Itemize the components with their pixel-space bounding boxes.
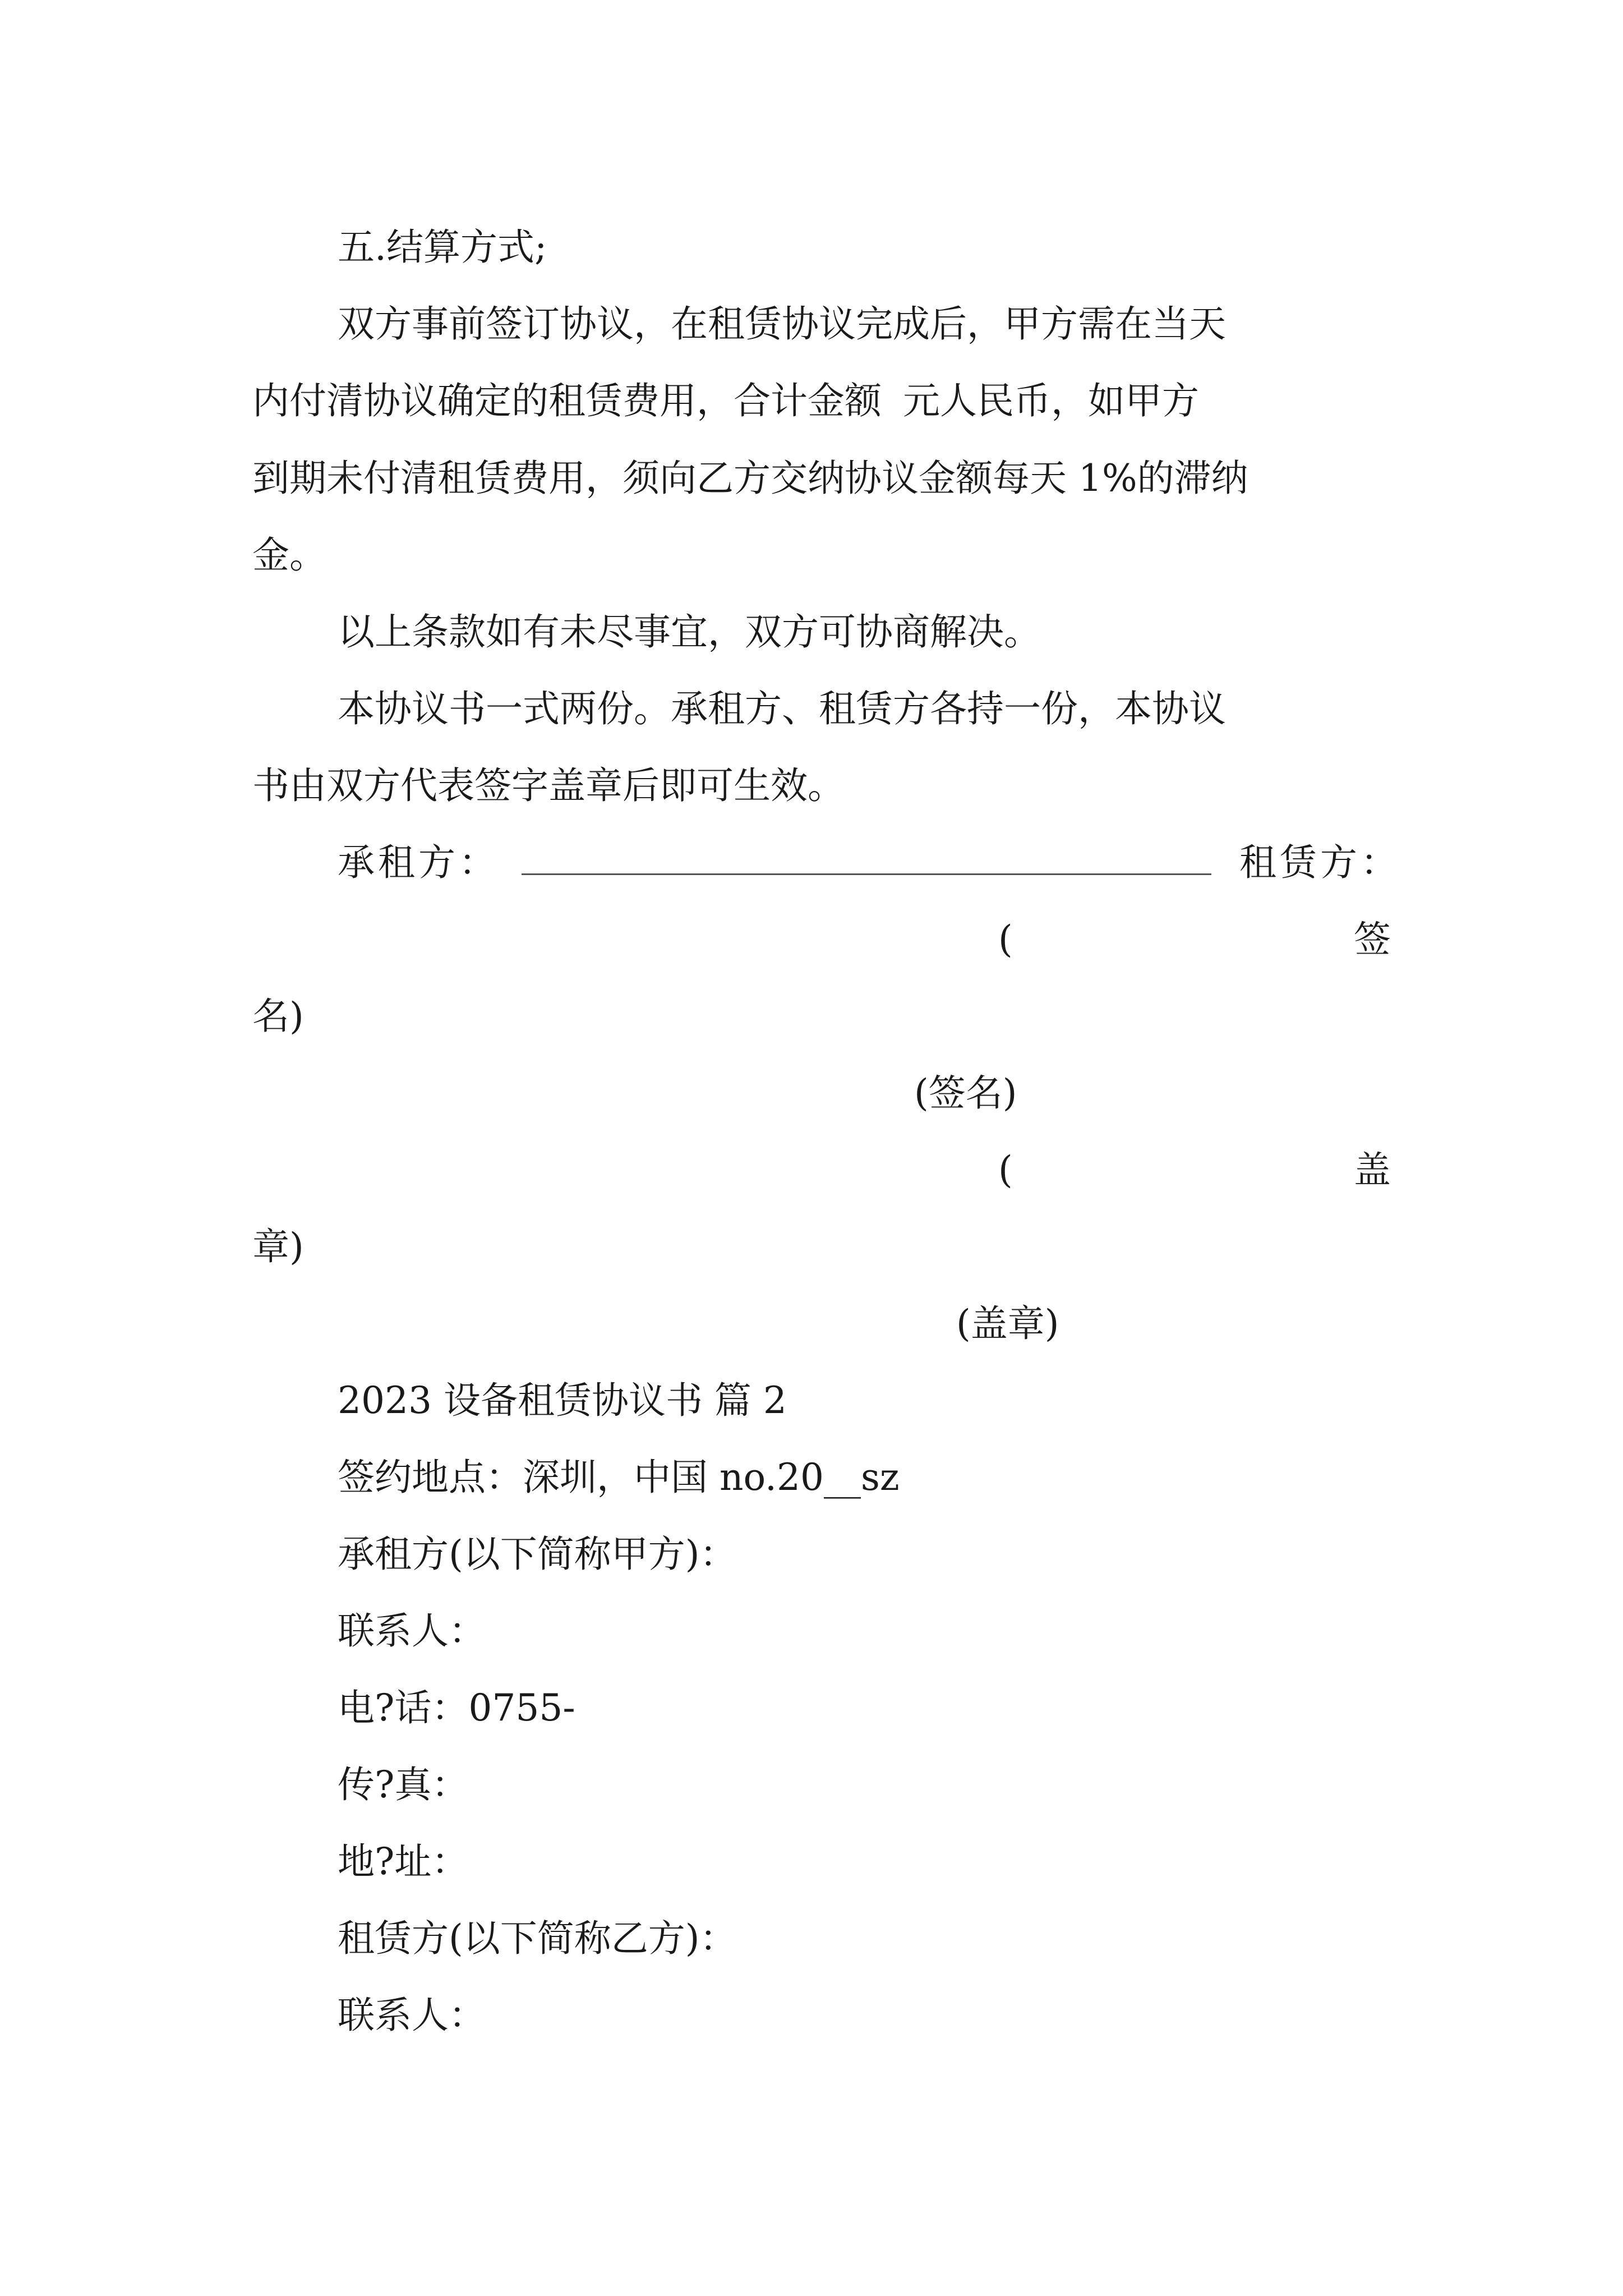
sign-open-paren: ( [998,918,1013,961]
seal-placeholder: (盖章) [956,1302,1059,1345]
part2-title: 2023 设备租赁协议书 篇 2 [338,1379,787,1422]
lessee-heading: 承租方(以下简称甲方)： [338,1533,737,1576]
seal-char: 盖 [1354,1148,1391,1191]
paragraph-line: 以上条款如有未尽事宜，双方可协商解决。 [338,610,1041,654]
address-field: 地?址： [338,1840,469,1883]
lessor-heading: 租赁方(以下简称乙方)： [338,1917,737,1960]
seal-wrap-text: 章) [252,1225,304,1268]
paragraph-line: 金。 [252,533,326,577]
paragraph-line: 本协议书一式两份。承租方、租赁方各持一份，本协议 [338,687,1226,730]
sign-placeholder: (签名) [914,1071,1017,1115]
lessor-contact: 联系人： [338,1994,486,2037]
paragraph-line: 双方事前签订协议，在租赁协议完成后，甲方需在当天 [338,302,1226,346]
paragraph-line: 到期未付清租赁费用，须向乙方交纳协议金额每天 1%的滞纳 [252,457,1248,500]
section-heading: 五.结算方式; [338,226,547,269]
phone-field: 电?话：0755- [338,1686,575,1729]
signature-row [338,841,1623,884]
paragraph-text: 内付清协议确定的租赁费用，合计金额 [252,379,882,422]
paragraph-text: 元人民币，如甲方 [903,379,1199,422]
signature-underline [522,871,1211,875]
paragraph-line [252,379,1391,422]
sign-char: 签 [1354,918,1391,961]
sign-wrap-text: 名) [252,995,304,1038]
fax-field: 传?真： [338,1763,469,1806]
seal-placeholder-line [998,1148,1391,1191]
lessee-contact: 联系人： [338,1609,486,1653]
sign-placeholder-line [998,918,1391,961]
lessor-label: 租赁方： [1239,841,1401,884]
paragraph-line: 书由双方代表签字盖章后即可生效。 [252,764,845,807]
seal-open-paren: ( [998,1148,1013,1191]
signing-place: 签约地点：深圳，中国 no.20__sz [338,1456,900,1499]
lessee-label: 承租方： [338,841,499,884]
